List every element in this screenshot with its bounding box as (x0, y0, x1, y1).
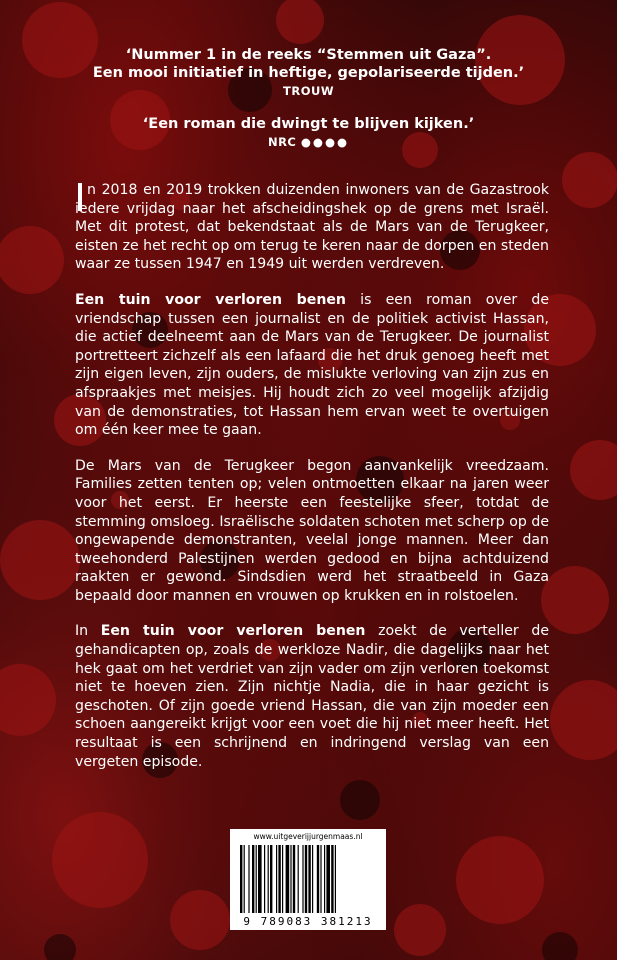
isbn-barcode (230, 829, 386, 930)
barcode-bar (270, 845, 272, 913)
review-quote-nrc (40, 115, 577, 151)
review-quotes (40, 46, 577, 151)
star-rating: ●●●● (300, 135, 350, 149)
barcode-bar (276, 845, 277, 913)
paragraph-intro (75, 181, 549, 274)
quote-source-with-rating (40, 133, 577, 151)
paragraph-text: is een roman over de vriendschap tussen een journalist en de politiek activist Hassan, die actief deelneemt aan de Mars van de Terugkeer. De journalist portretteert zichzelf als een lafaard die het druk genoeg heeft met zijn eigen leven, zijn ouders, de mislukte verloving van zijn zus en afspraakjes met meisjes. Hij houdt zich zo veel mogelijk afzijdig van de demonstraties, tot Hassan hem ervan weet te overtuigen om één keer mee te gaan. (75, 291, 550, 439)
book-title: Een tuin voor verloren benen (100, 623, 366, 640)
paragraph-text: n 2018 en 2019 trokken duizenden inwoners van de Gazastrook iedere vrijdag naar het afscheidingshek op de grens met Israël. Met dit protest, dat bekendstaat als de Mars van de Terugkeer, eisten ze het recht op om terug te keren naar de dorpen en steden waar ze tussen 1947 en 1949 uit werden verdreven. (75, 182, 549, 273)
paragraph-text: De Mars van de Terugkeer begon aanvankelijk vreedzaam. Families zetten tenten op; velen ontmoetten elkaar na jaren weer voor het eerst. Er heerste een feestelijke sfeer, totdat de stemming omsloeg. Israëlische soldaten schoten met scherp op de ongewapende demonstranten, veelal jonge mannen. Meer dan tweehonderd Palestijnen werden gedood en bijna achtduizend raakten er gewond. Sindsdien werd het straatbeeld in Gaza bepaald door mannen en vrouwen op krukken en in rolstoelen. (75, 457, 549, 604)
review-quote-trouw (40, 46, 577, 100)
barcode-bar (302, 845, 303, 913)
barcode-bar (282, 845, 283, 913)
barcode-bar (324, 845, 325, 913)
quote-line: ‘Nummer 1 in de reeks “Stemmen uit Gaza”. (125, 47, 492, 63)
paragraph-characters (75, 622, 549, 771)
book-title: Een tuin voor verloren benen (75, 291, 346, 308)
barcode-bar (258, 845, 262, 913)
barcode-bar (298, 845, 299, 913)
barcode-bar (278, 845, 280, 913)
quote-line: Een mooi initiatief in heftige, gepolariseerde tijden.’ (92, 65, 525, 81)
barcode-bar (305, 845, 307, 913)
paragraph-text: In (75, 623, 101, 640)
barcode-bar (308, 845, 310, 913)
barcode-bar (252, 845, 254, 913)
barcode-bar (290, 845, 291, 913)
isbn-number: 9 789083 381213 (243, 915, 373, 928)
barcode-bar (268, 845, 269, 913)
barcode-bar (248, 845, 249, 913)
barcode-bar (286, 845, 290, 913)
barcode-bar (335, 845, 336, 913)
barcode-bar (244, 845, 245, 913)
quote-source: NRC (267, 135, 297, 149)
publisher-url: www.uitgeverijjurgenmaas.nl (253, 832, 363, 841)
paragraph-synopsis (75, 291, 549, 440)
barcode-bar (293, 845, 295, 913)
quote-source: TROUW (283, 84, 334, 98)
barcode-bar (331, 845, 333, 913)
blurb-body (75, 181, 549, 788)
barcode-bar (317, 845, 319, 913)
quote-line: ‘Een roman die dwingt te blijven kijken.’ (142, 116, 475, 132)
barcode-bar (312, 845, 313, 913)
barcode-bar (240, 845, 242, 913)
paragraph-history (75, 457, 549, 606)
barcode-bar (256, 845, 257, 913)
barcode-bar (264, 845, 265, 913)
barcode-bar (320, 845, 321, 913)
barcode-bar (326, 845, 330, 913)
barcode-bars (240, 845, 376, 913)
paragraph-text: zoekt de verteller de gehandicapten op, zoals de werkloze Nadir, die dagelijks naar het hek gaat om het verdriet van zijn vader om zijn verloren toekomst niet te hoeven zien. Zijn nichtje Nadia, die in haar gezicht is geschoten. Of zijn goede vriend Hassan, die van zijn moeder een schoen aangereikt krijgt voor een voet die hij niet meer heeft. Het resultaat is een schrijnend en indringend verslag van een vergeten episode. (75, 623, 549, 770)
